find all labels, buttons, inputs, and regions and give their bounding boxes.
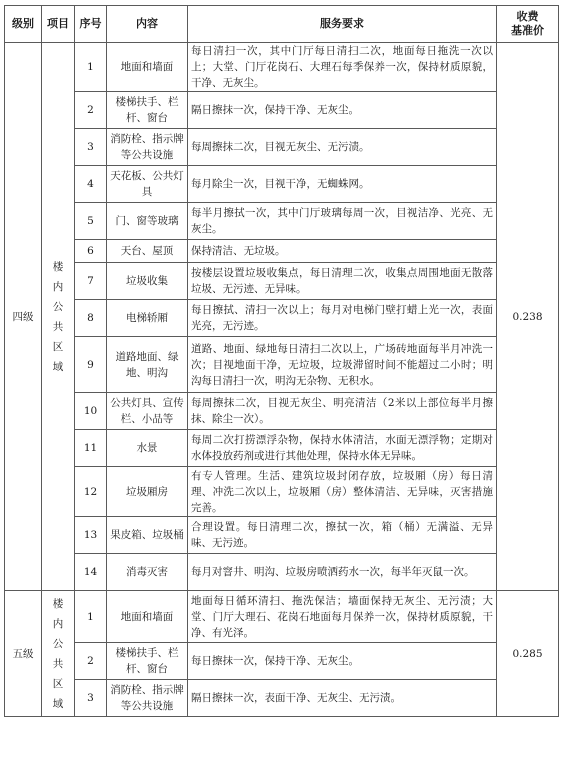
table-row — [5, 467, 559, 517]
header-price: 收费 基准价 — [497, 6, 559, 43]
content-cell: 地面和墙面 — [107, 43, 188, 92]
price-cell-4: 0.238 — [497, 43, 559, 591]
level-cell-5: 五级 — [5, 591, 42, 717]
table-row — [5, 203, 559, 240]
seq-cell: 2 — [75, 92, 107, 129]
header-level: 级别 — [5, 6, 42, 43]
seq-cell: 9 — [75, 337, 107, 393]
requirement-cell: 每半月擦拭一次，其中门厅玻璃每周一次，目视洁净、光亮、无灰尘。 — [188, 203, 497, 240]
requirement-cell: 地面每日循环清扫、拖洗保洁；墙面保持无灰尘、无污渍；大堂、门厅大理石、花岗石地面每月保养一次，保持材质原貌，干净、有光泽。 — [188, 591, 497, 643]
header-seq: 序号 — [75, 6, 107, 43]
content-cell: 果皮箱、垃圾桶 — [107, 517, 188, 554]
table-row — [5, 554, 559, 591]
content-cell: 天花板、公共灯具 — [107, 166, 188, 203]
table-row — [5, 129, 559, 166]
content-cell: 消防栓、指示牌等公共设施 — [107, 129, 188, 166]
seq-cell: 3 — [75, 129, 107, 166]
table-row — [5, 591, 559, 643]
table-row — [5, 166, 559, 203]
seq-cell: 1 — [75, 591, 107, 643]
seq-cell: 5 — [75, 203, 107, 240]
requirement-cell: 道路、地面、绿地每日清扫二次以上，广场砖地面每半月冲洗一次；目视地面干净，无垃圾，垃圾滞留时间不能超过二小时；明沟每日清扫一次，明沟无杂物、无积水。 — [188, 337, 497, 393]
project-cell-5: 楼内公共区域 — [42, 591, 75, 717]
table-row — [5, 393, 559, 430]
seq-cell: 4 — [75, 166, 107, 203]
content-cell: 消防栓、指示牌等公共设施 — [107, 680, 188, 717]
requirement-cell: 有专人管理。生活、建筑垃圾封闭存放，垃圾厢（房）每日清理、冲洗二次以上，垃圾厢（房）整体清洁、无异味，灭害措施完善。 — [188, 467, 497, 517]
price-cell-5: 0.285 — [497, 591, 559, 717]
header-content: 内容 — [107, 6, 188, 43]
service-standard-table — [4, 5, 559, 717]
content-cell: 消毒灭害 — [107, 554, 188, 591]
requirement-cell: 隔日擦抹一次，保持干净、无灰尘。 — [188, 92, 497, 129]
table-row — [5, 43, 559, 92]
content-cell: 门、窗等玻璃 — [107, 203, 188, 240]
table-row — [5, 337, 559, 393]
requirement-cell: 隔日擦抹一次，表面干净、无灰尘、无污渍。 — [188, 680, 497, 717]
content-cell: 公共灯具、宣传栏、小品等 — [107, 393, 188, 430]
content-cell: 垃圾厢房 — [107, 467, 188, 517]
requirement-cell: 每周擦抹二次，目视无灰尘、明亮清洁（2米以上部位每半月擦抹、除尘一次）。 — [188, 393, 497, 430]
content-cell: 地面和墙面 — [107, 591, 188, 643]
seq-cell: 8 — [75, 300, 107, 337]
level-cell-4: 四级 — [5, 43, 42, 591]
requirement-cell: 每周擦抹二次，目视无灰尘、无污渍。 — [188, 129, 497, 166]
content-cell: 楼梯扶手、栏杆、窗台 — [107, 643, 188, 680]
table-row — [5, 300, 559, 337]
seq-cell: 3 — [75, 680, 107, 717]
seq-cell: 7 — [75, 263, 107, 300]
requirement-cell: 按楼层设置垃圾收集点，每日清理二次，收集点周围地面无散落垃圾、无污迹、无异味。 — [188, 263, 497, 300]
table-row — [5, 240, 559, 263]
seq-cell: 6 — [75, 240, 107, 263]
table-row — [5, 643, 559, 680]
content-cell: 道路地面、绿地、明沟 — [107, 337, 188, 393]
requirement-cell: 每日擦拭、清扫一次以上；每月对电梯门壁打蜡上光一次，表面光亮，无污迹。 — [188, 300, 497, 337]
header-project: 项目 — [42, 6, 75, 43]
requirement-cell: 每周二次打捞漂浮杂物，保持水体清洁，水面无漂浮物；定期对水体投放药剂或进行其他处理，保持水体无异味。 — [188, 430, 497, 467]
table-row — [5, 517, 559, 554]
requirement-cell: 每月除尘一次，目视干净，无蜘蛛网。 — [188, 166, 497, 203]
content-cell: 垃圾收集 — [107, 263, 188, 300]
requirement-cell: 合理设置。每日清理二次，擦拭一次，箱（桶）无满溢、无异味、无污迹。 — [188, 517, 497, 554]
content-cell: 电梯轿厢 — [107, 300, 188, 337]
requirement-cell: 每日擦抹一次，保持干净、无灰尘。 — [188, 643, 497, 680]
seq-cell: 14 — [75, 554, 107, 591]
requirement-cell: 保持清洁、无垃圾。 — [188, 240, 497, 263]
seq-cell: 10 — [75, 393, 107, 430]
project-cell-4: 楼内公共区域 — [42, 43, 75, 591]
seq-cell: 1 — [75, 43, 107, 92]
table-row — [5, 680, 559, 717]
table-header-row — [5, 6, 559, 43]
seq-cell: 11 — [75, 430, 107, 467]
content-cell: 楼梯扶手、栏杆、窗台 — [107, 92, 188, 129]
header-requirement: 服务要求 — [188, 6, 497, 43]
seq-cell: 13 — [75, 517, 107, 554]
requirement-cell: 每月对窨井、明沟、垃圾房喷洒药水一次，每半年灭鼠一次。 — [188, 554, 497, 591]
table-row — [5, 430, 559, 467]
content-cell: 水景 — [107, 430, 188, 467]
content-cell: 天台、屋顶 — [107, 240, 188, 263]
seq-cell: 2 — [75, 643, 107, 680]
table-row — [5, 92, 559, 129]
requirement-cell: 每日清扫一次，其中门厅每日清扫二次，地面每日拖洗一次以上；大堂、门厅花岗石、大理石每季保养一次，保持材质原貌，干净、无灰尘。 — [188, 43, 497, 92]
table-row — [5, 263, 559, 300]
seq-cell: 12 — [75, 467, 107, 517]
